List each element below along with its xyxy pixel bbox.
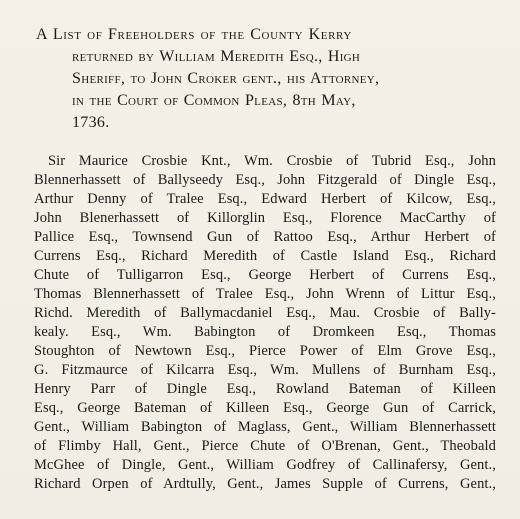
list-line-18: Richard Orpen of Ardtully, Gent., James Supple of Currens, Gent., <box>34 476 496 492</box>
list-line-14: Esq., George Bateman of Killeen Esq., George Gun of Carrick, <box>34 400 496 416</box>
list-line-5: Pallice Esq., Townsend Gun of Rattoo Esq., Arthur Herbert of <box>34 229 496 245</box>
list-line-15: Gent., William Babington of Maglass, Gent., William Blennerhassett <box>34 419 496 435</box>
list-line-9: Richd. Meredith of Ballymacdaniel Esq., Mau. Crosbie of Bally- <box>34 305 496 321</box>
list-line-17: McGhee of Dingle, Gent., William Godfrey of Callinafersy, Gent., <box>34 457 496 473</box>
list-line-2: Blennerhassett of Ballyseedy Esq., John Fitzgerald of Dingle Esq., <box>34 172 496 188</box>
heading-line-4: in the Court of Common Pleas, 8th May, <box>72 92 356 109</box>
list-line-16: of Flimby Hall, Gent., Pierce Chute of O'Brenan, Gent., Theobald <box>34 438 496 454</box>
heading-line-3: Sheriff, to John Croker gent., his Attorney, <box>72 70 380 87</box>
heading-line-1: A List of Freeholders of the County Kerry <box>36 26 352 43</box>
list-line-11: Stoughton of Newtown Esq., Pierce Power of Elm Grove Esq., <box>34 343 496 359</box>
list-line-6: Currens Esq., Richard Meredith of Castle Island Esq., Richard <box>34 248 496 264</box>
document-heading <box>36 24 494 134</box>
heading-line-2: returned by William Meredith Esq., High <box>72 48 361 65</box>
list-line-7: Chute of Tulligarron Esq., George Herbert of Currens Esq., <box>34 267 496 283</box>
list-line-1: Sir Maurice Crosbie Knt., Wm. Crosbie of Tubrid Esq., John <box>48 153 496 169</box>
heading-line-5: 1736. <box>72 114 110 131</box>
freeholder-list <box>34 152 496 494</box>
list-line-4: John Blenerhassett of Killorglin Esq., Florence MacCarthy of <box>34 210 496 226</box>
list-line-12: G. Fitzmaurce of Kilcarra Esq., Wm. Mullens of Burnham Esq., <box>34 362 496 378</box>
list-line-8: Thomas Blennerhassett of Tralee Esq., John Wrenn of Littur Esq., <box>34 286 496 302</box>
list-line-13: Henry Parr of Dingle Esq., Rowland Bateman of Killeen <box>34 381 496 397</box>
list-line-10: kealy. Esq., Wm. Babington of Dromkeen Esq., Thomas <box>34 324 496 340</box>
list-line-3: Arthur Denny of Tralee Esq., Edward Herbert of Kilcow, Esq., <box>34 191 496 207</box>
